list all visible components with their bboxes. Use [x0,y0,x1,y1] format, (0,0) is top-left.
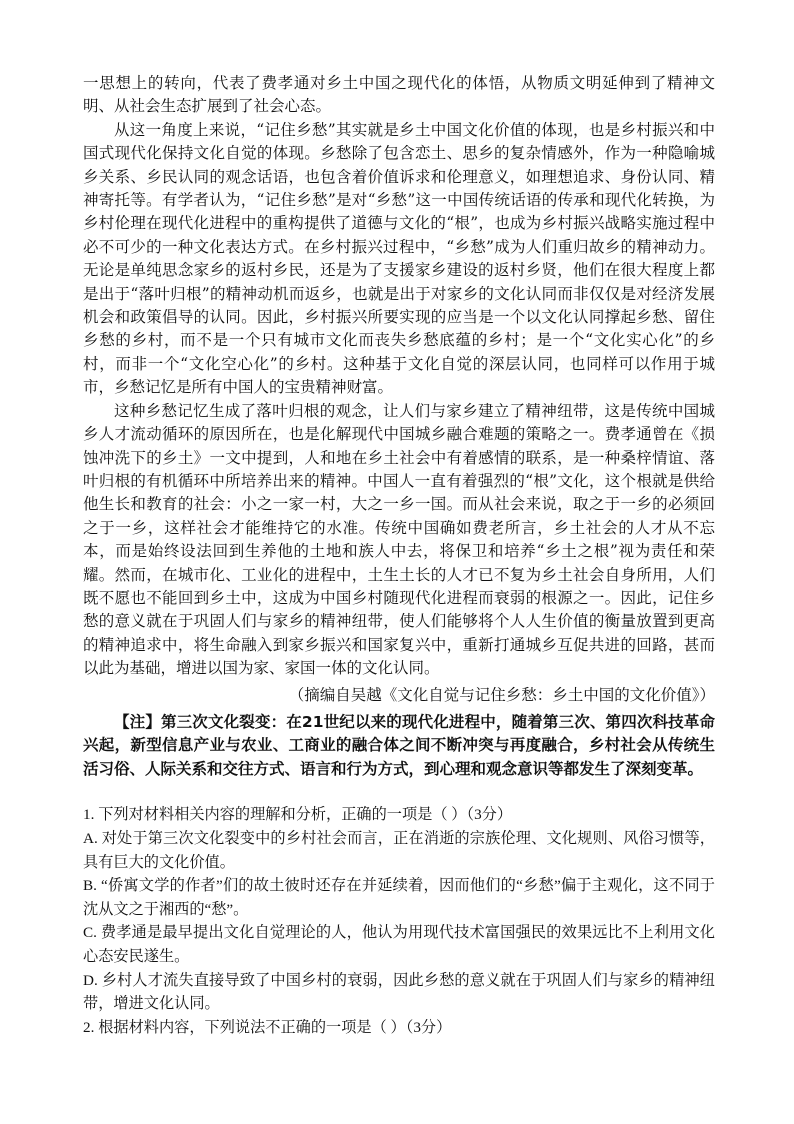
paragraph: 一思想上的转向，代表了费孝通对乡土中国之现代化的体悟，从物质文明延伸到了精神文明、从社会生态扩展到了社会心态。 [83,74,715,116]
answer-option: A. 对处于第三次文化裂变中的乡村社会而言，正在消逝的宗族伦理、文化规则、风俗习惯等，具有巨大的文化价值。 [83,829,715,871]
paragraph: 从这一角度上来说，“记住乡愁”其实就是乡土中国文化价值的体现，也是乡村振兴和中国式现代化保持文化自觉的体现。乡愁除了包含恋土、思乡的复杂情感外，作为一种隐喻城乡关系、乡民认同的观念话语，也包含着价值诉求和伦理意义，如理想追求、身份认同、精神寄托等。有学者认为，“记住乡愁”是对“乡愁”这一中国传统话语的传承和现代化转换，为乡村伦理在现代化进程中的重构提供了道德与文化的“根”，也成为乡村振兴战略实施过程中必不可少的一种文化表达方式。在乡村振兴过程中，“乡愁”成为人们重归故乡的精神动力。无论是单纯思念家乡的返村乡民，还是为了支援家乡建设的返村乡贤，他们在很大程度上都是出于“落叶归根”的精神动机而返乡，也就是出于对家乡的文化认同而非仅仅是对经济发展机会和政策倡导的认同。因此，乡村振兴所要实现的应当是一个以文化认同撑起乡愁、留住乡愁的乡村，而不是一个只有城市文化而丧失乡愁底蕴的乡村；是一个“文化实心化”的乡村，而非一个“文化空心化”的乡村。这种基于文化自觉的深层认同，也同样可以作用于城市，乡愁记忆是所有中国人的宝贵精神财富。 [83,120,715,397]
paragraph: 这种乡愁记忆生成了落叶归根的观念，让人们与家乡建立了精神纽带，这是传统中国城乡人才流动循环的原因所在，也是化解现代中国城乡融合难题的策略之一。费孝通曾在《损蚀冲洗下的乡土》一文中提到，人和地在乡土社会中有着感情的联系，是一种桑梓情谊、落叶归根的有机循环中所培养出来的精神。中国人一直有着强烈的“根”文化，这个根就是供给他生长和教育的社会：小之一家一村，大之一乡一国。而从社会来说，取之于一乡的必须回之于一乡，这样社会才能维持它的水准。传统中国确如费老所言，乡土社会的人才从不忘本，而是始终设法回到生养他的土地和族人中去，将保卫和培养“乡土之根”视为责任和荣耀。然而，在城市化、工业化的进程中，土生土长的人才已不复为乡土社会自身所用，人们既不愿也不能回到乡土中，这成为中国乡村随现代化进程而衰弱的根源之一。因此，记住乡愁的意义就在于巩固人们与家乡的精神纽带，使人们能够将个人人生价值的衡量放置到更高的精神追求中，将生命融入到家乡振兴和国家复兴中，重新打通城乡互促共进的回路，甚而以此为基础，增进以国为家、家国一体的文化认同。 [83,401,715,678]
reading-passage [83,72,715,681]
footnote: 【注】第三次文化裂变：在21世纪以来的现代化进程中，随着第三次、第四次科技革命兴起，新型信息产业与农业、工商业的融合体之间不断冲突与再度融合，乡村社会从传统生活习俗、人际关系和交往方式、语言和行为方式，到心理和观念意识等都发生了深刻变革。 [83,712,715,778]
question-item [83,1016,715,1040]
source-citation: （摘编自吴越《文化自觉与记住乡愁：乡土中国的文化价值》） [288,685,715,704]
answer-option: D. 乡村人才流失直接导致了中国乡村的衰弱，因此乡愁的意义就在于巩固人们与家乡的精神纽带，增进文化认同。 [83,971,715,1013]
document-page [83,72,715,1039]
answer-option: B. “侨寓文学的作者”们的故土彼时还存在并延续着，因而他们的“乡愁”偏于主观化，这不同于沈从文之于湘西的“愁”。 [83,877,715,918]
answer-option: C. 费孝通是最早提出文化自觉理论的人，他认为用现代技术富国强民的效果远比不上利用文化心态安民遂生。 [83,924,715,965]
question-list [83,803,715,1039]
question-item [83,803,715,1015]
question-stem: 2. 根据材料内容，下列说法不正确的一项是（ ）（3分） [83,1018,452,1036]
question-stem: 1. 下列对材料相关内容的理解和分析，正确的一项是（ ）（3分） [83,806,513,824]
